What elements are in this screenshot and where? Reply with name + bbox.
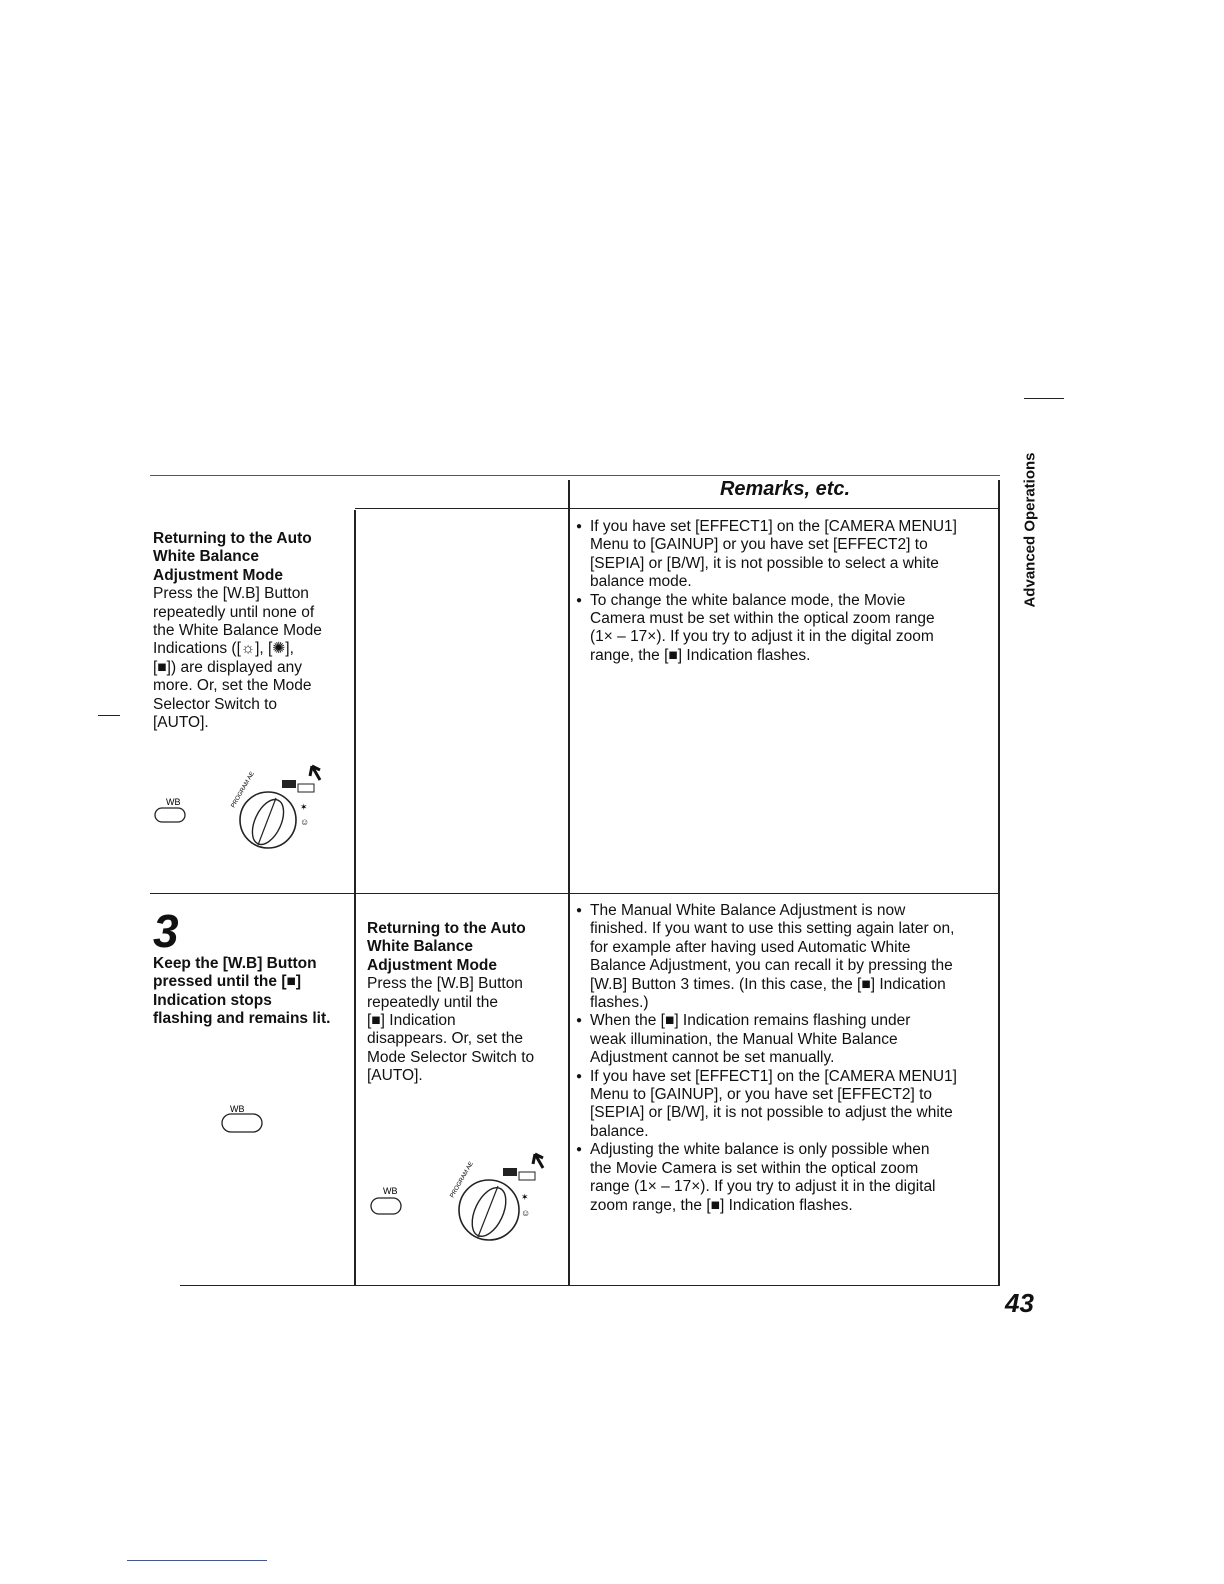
dial-knob	[465, 1183, 512, 1242]
wb-label: WB	[383, 1186, 398, 1196]
mode-dial-illustration	[150, 750, 350, 860]
auto-mark-icon	[282, 780, 296, 788]
auto-mark-icon	[503, 1168, 517, 1176]
program-ae-label: PROGRAM AE	[230, 771, 256, 809]
wb-button-icon	[222, 1114, 262, 1132]
row2-remark-1: ● The Manual White Balance Adjustment is now finished. If you want to use this setting again later on, for example after having used Automatic White Balance Adjustment, you can recall it by pressing the [W.B] Button 3 times. (In this case, the [■] Indication flashes.)	[576, 902, 996, 1012]
left-margin-tick	[98, 715, 120, 716]
row2-col2-heading: Returning to the Auto White Balance Adjustment Mode	[367, 920, 526, 974]
row1-remarks	[576, 518, 996, 665]
row2-col2-body: Press the [W.B] Button repeatedly until the [■] Indication disappears. Or, set the Mode Selector Switch to [AUTO].	[367, 975, 535, 1085]
row1-illustration	[150, 750, 350, 860]
row2-remark-4: ● Adjusting the white balance is only possible when the Movie Camera is set within the optical zoom range (1× – 17×). If you try to adjust it in the digital zoom range, the [■] Indication flashes.	[576, 1141, 996, 1215]
col-divider-1	[354, 510, 356, 1285]
wb-label: WB	[230, 1104, 245, 1114]
remarks-heading: Remarks, etc.	[719, 478, 851, 500]
table-bottom-rule	[180, 1285, 1000, 1286]
row2-remark-2: ● When the [■] Indication remains flashing under weak illumination, the Manual White Balance Adjustment cannot be set manually.	[576, 1012, 996, 1067]
manual-mark-icon	[298, 784, 314, 792]
portrait-mode-icon: ☺	[521, 1208, 531, 1218]
program-ae-label: PROGRAM AE	[449, 1161, 475, 1199]
row1-remark-1: ● If you have set [EFFECT1] on the [CAMERA MENU1] Menu to [GAINUP] or you have set [EFFECT2] to [SEPIA] or [B/W], it is not possible to select a white balance mode.	[576, 518, 996, 592]
rotate-arrow-icon	[533, 1154, 543, 1168]
row2-remark-3: ● If you have set [EFFECT1] on the [CAMERA MENU1] Menu to [GAINUP], or you have set [EFFECT2] to [SEPIA] or [B/W], it is not possible to adjust the white balance.	[576, 1068, 996, 1142]
sports-mode-icon: ✶	[521, 1192, 529, 1202]
wb-label: WB	[166, 797, 181, 807]
row2-col2-illustration	[365, 1140, 565, 1260]
portrait-mode-icon: ☺	[300, 817, 310, 827]
wb-button-icon	[371, 1198, 401, 1214]
mode-dial-illustration	[365, 1140, 565, 1260]
row1-col1-heading: Returning to the Auto White Balance Adjustment Mode	[153, 530, 312, 584]
right-border	[998, 480, 1000, 1285]
row2-col1-heading: Keep the [W.B] Button pressed until the [■] Indication stops flashing and remains lit.	[153, 955, 331, 1028]
step-number: 3	[153, 905, 179, 957]
page-number: 43	[1005, 1288, 1034, 1318]
row1-remark-2: ● To change the white balance mode, the Movie Camera must be set within the optical zoom range (1× – 17×). If you try to adjust it in the digital zoom range, the [■] Indication flashes.	[576, 592, 996, 666]
dial-knob	[246, 795, 290, 849]
row-divider	[150, 893, 1000, 894]
side-tab-rule	[1024, 398, 1064, 399]
sports-mode-icon: ✶	[300, 802, 308, 812]
table-top-rule	[150, 475, 1000, 476]
row2-col1-illustration	[200, 1100, 280, 1140]
side-tab-label: Advanced Operations	[1021, 452, 1039, 608]
wb-button-icon	[155, 808, 185, 822]
row2-remarks	[576, 902, 996, 1215]
manual-mark-icon	[519, 1172, 535, 1180]
section-side-tab	[1010, 440, 1050, 620]
rotate-arrow-icon	[310, 766, 320, 780]
footer-rule	[127, 1560, 267, 1561]
row2-col2	[367, 920, 565, 1086]
row1-col1-body: Press the [W.B] Button repeatedly until none of the White Balance Mode Indications ([☼], [✺], [■]) are displayed any more. Or, set the Mode Selector Switch to [AUTO].	[153, 585, 322, 732]
row1-col1	[153, 530, 353, 732]
col-divider-2	[568, 480, 570, 1285]
remarks-header-underline	[355, 508, 1000, 509]
